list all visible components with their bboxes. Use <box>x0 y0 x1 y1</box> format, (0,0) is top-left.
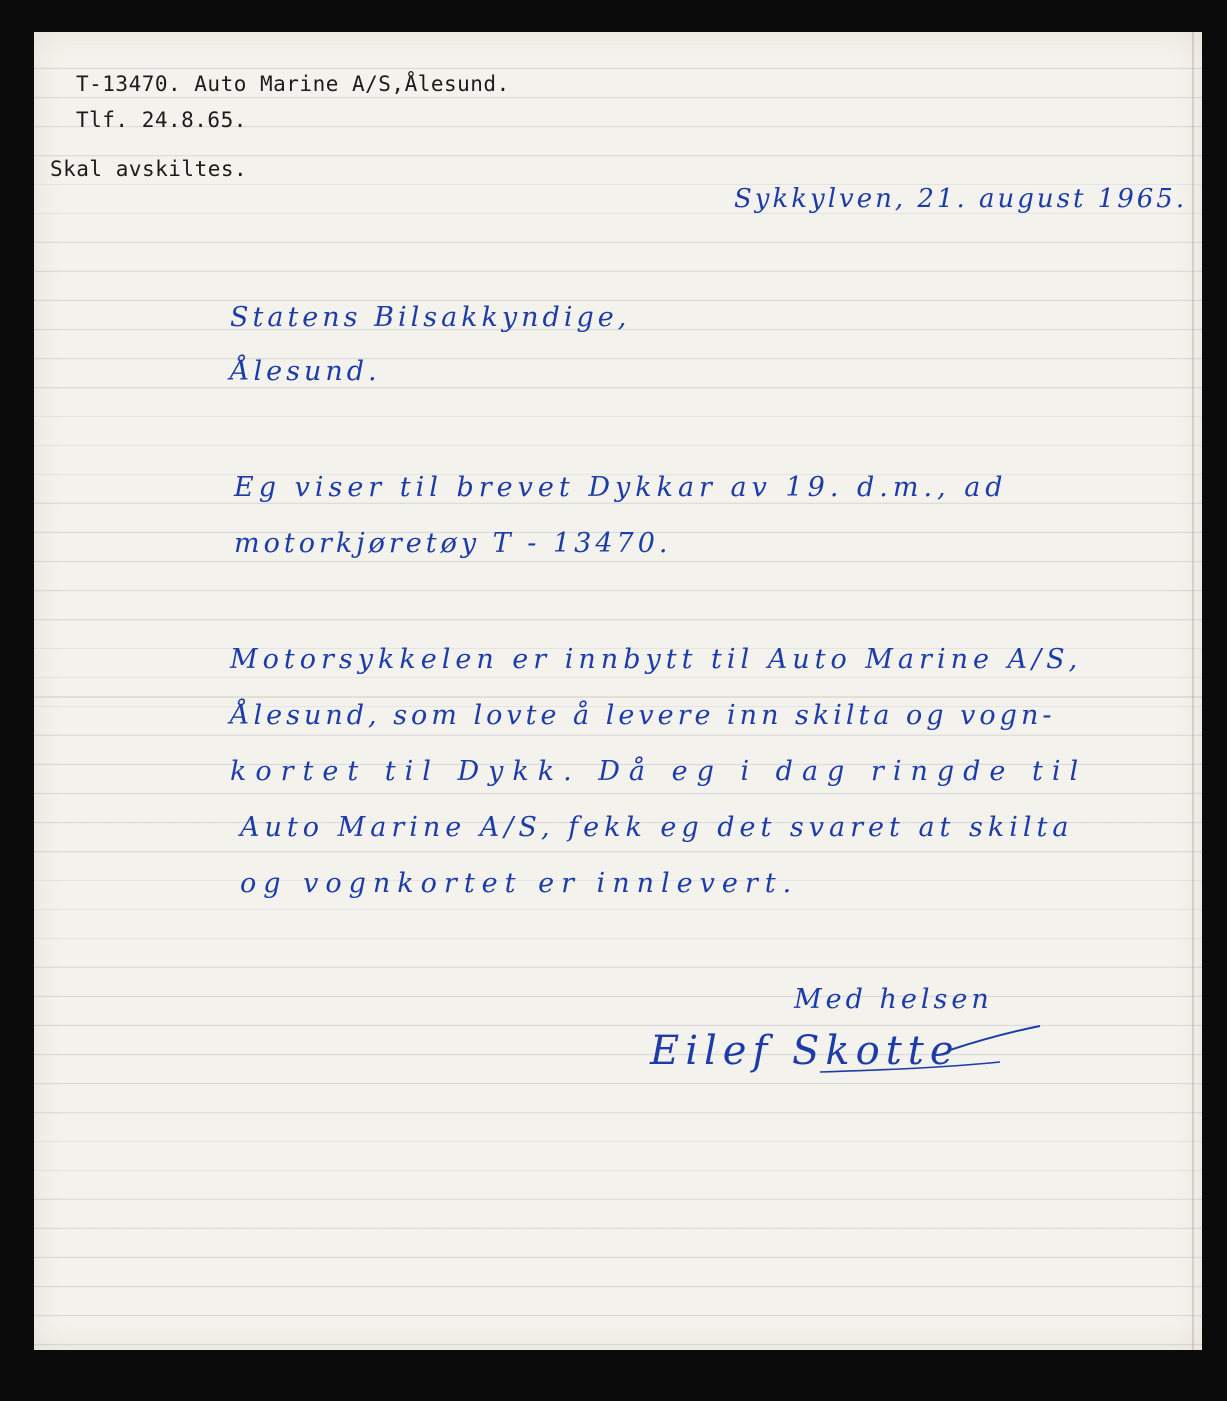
typed-status-note: Skal avskiltes. <box>50 157 248 181</box>
paragraph2-line3: kortet til Dykk. Då eg i dag ringde til <box>230 756 1088 787</box>
signature-text: Eilef Skotte <box>650 1028 960 1074</box>
paragraph2-line2: Ålesund, som lovte å levere inn skilta og vogn- <box>230 700 1056 731</box>
letter-paper <box>34 32 1202 1350</box>
paragraph1-line2: motorkjøretøy T - 13470. <box>234 528 672 559</box>
recipient-name: Statens Bilsakkyndige, <box>230 302 631 333</box>
closing-greeting: Med helsen <box>794 984 993 1015</box>
typed-reference-line: T-13470. Auto Marine A/S,Ålesund. <box>76 72 510 96</box>
paragraph1-line1: Eg viser til brevet Dykkar av 19. d.m., ad <box>234 472 1008 503</box>
paragraph2-line4: Auto Marine A/S, fekk eg det svaret at skilta <box>240 812 1074 843</box>
paragraph2-line5: og vognkortet er innlevert. <box>240 868 799 899</box>
place-date: Sykkylven, 21. august 1965. <box>734 184 1188 214</box>
recipient-city: Ålesund. <box>230 356 381 387</box>
paragraph2-line1: Motorsykkelen er innbytt til Auto Marine A/S, <box>230 644 1083 675</box>
signature <box>620 1010 1060 1110</box>
typed-phone-note: Tlf. 24.8.65. <box>76 108 247 132</box>
